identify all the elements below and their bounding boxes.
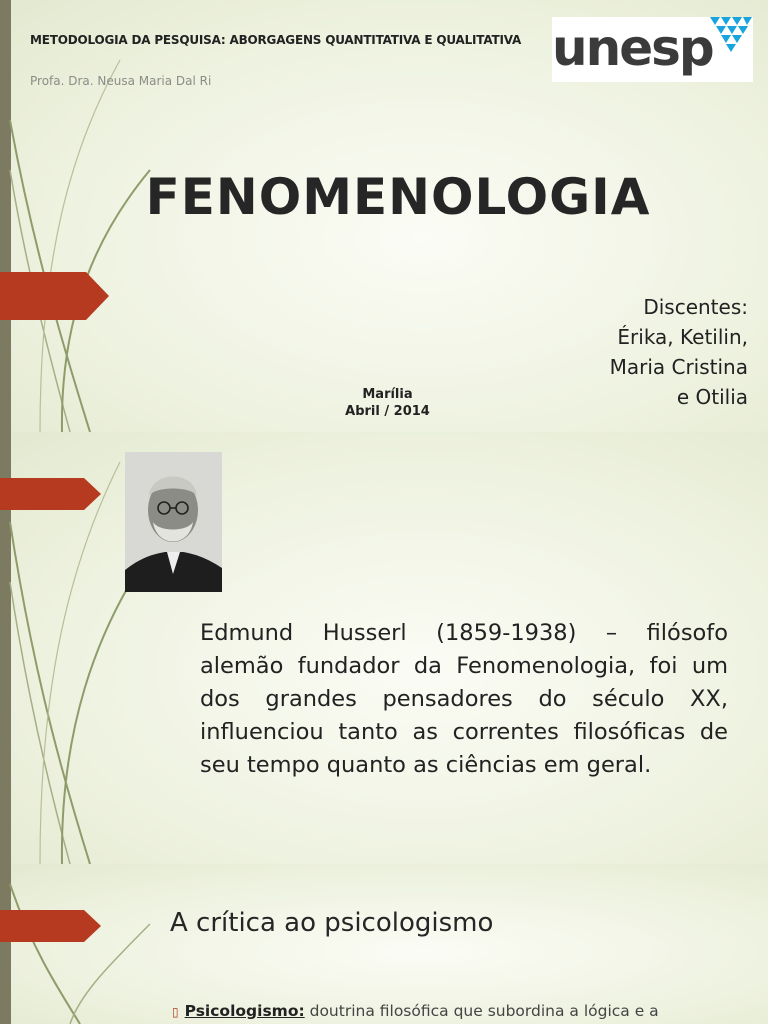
student-line: e Otilia [676, 385, 748, 409]
student-line: Érika, Ketilin, [617, 325, 748, 349]
professor-name: Profa. Dra. Neusa Maria Dal Ri [30, 74, 212, 88]
accent-tab [0, 910, 102, 942]
accent-tab [0, 478, 102, 510]
bullet-text: doutrina filosófica que subordina a lógica e a [304, 1002, 659, 1020]
husserl-bio: Edmund Husserl (1859-1938) – filósofo alemão fundador da Fenomenologia, foi um dos grandes pensadores do século XX, influenciou tanto as correntes filosóficas de seu tempo quanto as ciências em geral. [200, 620, 728, 778]
students-list [610, 292, 748, 412]
logo-triangles-icon [710, 17, 752, 53]
slide-2 [0, 432, 768, 864]
date: Abril / 2014 [345, 404, 430, 419]
place-date [300, 386, 475, 420]
students-label: Discentes: [643, 295, 748, 319]
slide-3 [0, 864, 768, 1024]
bullet-term: Psicologismo: [184, 1002, 305, 1020]
unesp-logo [552, 17, 753, 82]
slide-1 [0, 0, 768, 432]
accent-tab [0, 272, 110, 320]
presentation-title: FENOMENOLOGIA [145, 168, 651, 226]
decorative-curves [0, 864, 160, 1024]
bullet-item [172, 1002, 659, 1020]
place: Marília [362, 387, 413, 402]
bullet-square-icon: ▯ [172, 1005, 179, 1019]
logo-text: unesp [552, 19, 713, 77]
student-line: Maria Cristina [609, 355, 748, 379]
husserl-portrait [125, 452, 222, 592]
section-title: A crítica ao psicologismo [170, 908, 494, 938]
course-title: METODOLOGIA DA PESQUISA: ABORGAGENS QUANTITATIVA E QUALITATIVA [30, 33, 522, 47]
